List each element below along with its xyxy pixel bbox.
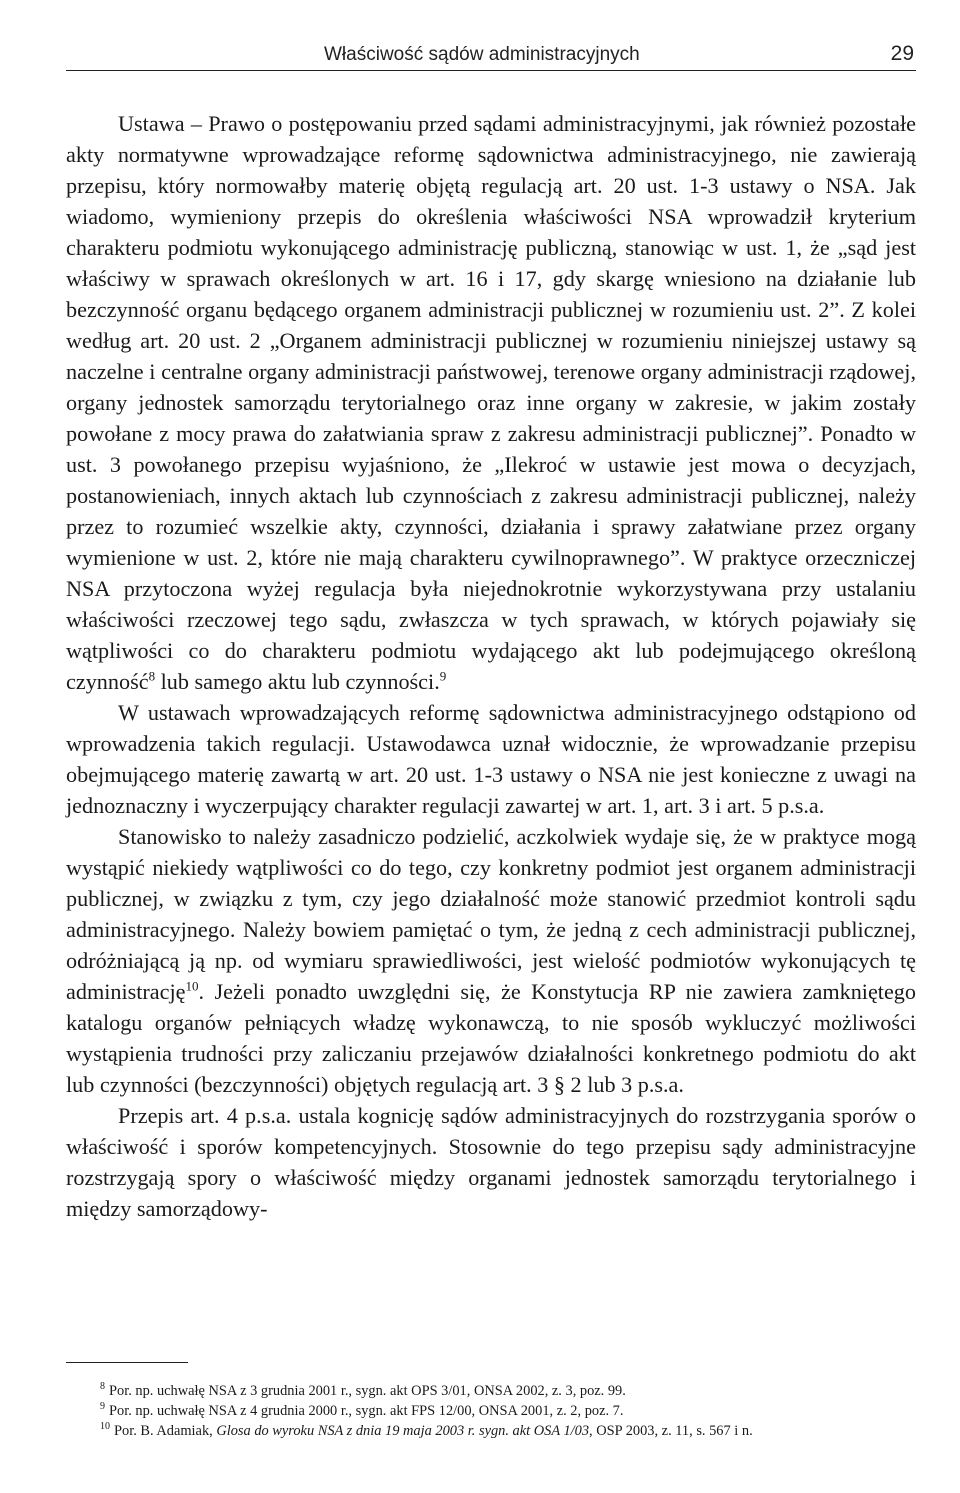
paragraph-1 xyxy=(66,108,916,697)
footnote-text: Por. np. uchwałę NSA z 3 grudnia 2001 r., sygn. akt OPS 3/01, ONSA 2002, z. 3, poz. 99. xyxy=(109,1383,626,1399)
paragraph-3-text-cont: . Jeżeli ponadto uwzględni się, że Konstytucja RP nie zawiera zamkniętego katalogu organów pełniących władzę wykonawczą, to nie sposób wykluczyć możliwości wystąpienia trudności przy zaliczaniu przejawów działalności konkretnego podmiotu do akt lub czynności (bezczynności) objętych regulacją art. 3 § 2 lub 3 p.s.a. xyxy=(66,979,916,1097)
paragraph-1-text: Ustawa – Prawo o postępowaniu przed sądami administracyjnymi, jak również pozostałe akty normatywne wprowadzające reformę sądownictwa administracyjnego, nie zawierają przepisu, który normowałby materię objętą regulacją art. 20 ust. 1-3 ustawy o NSA. Jak wiadomo, wymieniony przepis do określenia właściwości NSA wprowadził kryterium charakteru podmiotu wykonującego administrację publiczną, stanowiąc w ust. 1, że „sąd jest właściwy w sprawach określonych w art. 16 i 17, gdy skargę wniesiono na działanie lub bezczynność organu będącego organem administracji publicznej w rozumieniu ust. 2”. Z kolei według art. 20 ust. 2 „Organem administracji publicznej w rozumieniu niniejszej ustawy są naczelne i centralne organy administracji państwowej, terenowe organy administracji rządowej, organy jednostek samorządu terytorialnego oraz inne organy w zakresie, w jakim zostały powołane z mocy prawa do załatwiania spraw z zakresu administracji publicznej”. Ponadto w ust. 3 powołanego przepisu wyjaśniono, że „Ilekroć w ustawie jest mowa o decyzjach, postanowieniach, innych aktach lub czynnościach z zakresu administracji publicznej, należy przez to rozumieć wszelkie akty, czynności, działania i sprawy załatwiane przez organy wymienione w ust. 2, które nie mają charakteru cywilnoprawnego”. W praktyce orzeczniczej NSA przytoczona wyżej regulacja była niejednokrotnie wykorzystywana przy ustalaniu właściwości rzeczowej tego sądu, zwłaszcza w tych sprawach, w których pojawiały się wątpliwości co do charakteru podmiotu wydającego akt lub podejmującego określoną czynność xyxy=(66,111,916,694)
footnote-text: Por. B. Adamiak, xyxy=(114,1423,217,1439)
footnote-mark: 9 xyxy=(100,1401,105,1413)
page-number: 29 xyxy=(890,42,914,65)
paragraph-2: W ustawach wprowadzających reformę sądownictwa administracyjnego odstąpiono od wprowadzenia takich regulacji. Ustawodawca uznał widocznie, że wprowadzanie przepisu obejmującego materię zawartą w art. 20 ust. 1-3 ustawy o NSA nie jest konieczne z uwagi na jednoznaczny i wyczerpujący charakter regulacji zawartej w art. 1, art. 3 i art. 5 p.s.a. xyxy=(66,700,916,818)
paragraph-4: Przepis art. 4 p.s.a. ustala kognicję sądów administracyjnych do rozstrzygania sporów o właściwość i sporów kompetencyjnych. Stosownie do tego przepisu sądy administracyjne rozstrzygają spory o właściwość między organami jednostek samorządu terytorialnego i między samorządowy- xyxy=(66,1103,916,1221)
footnote-ref-8: 8 xyxy=(148,668,156,684)
main-text xyxy=(66,108,916,1224)
footnote-9 xyxy=(66,1401,916,1421)
paragraph-3-text: Stanowisko to należy zasadniczo podzielić, aczkolwiek wydaje się, że w praktyce mogą wystąpić niekiedy wątpliwości co do tego, czy konkretny podmiot jest organem administracji publicznej, w związku z tym, czy jego działalność może stanowić przedmiot kontroli sądu administracyjnego. Należy bowiem pamiętać o tym, że jedną z cech administracji publicznej, odróżniającą ją np. od wymiaru sprawiedliwości, jest wielość podmiotów wykonujących tę administrację xyxy=(66,824,916,1004)
footnote-ref-10: 10 xyxy=(185,978,199,994)
paragraph-1-text-cont: lub samego aktu lub czynności. xyxy=(155,669,440,694)
running-title: Właściwość sądów administracyjnych xyxy=(324,44,640,65)
footnote-ref-9: 9 xyxy=(439,668,447,684)
footnote-text-cont: , OSP 2003, z. 11, s. 567 i n. xyxy=(589,1423,753,1439)
footnote-separator xyxy=(66,1362,188,1363)
footnote-italic-title: Glosa do wyroku NSA z dnia 19 maja 2003 r. sygn. akt OSA 1/03 xyxy=(216,1423,590,1439)
footnote-mark: 8 xyxy=(100,1381,105,1393)
running-header xyxy=(66,40,916,71)
paragraph-3 xyxy=(66,821,916,1100)
footnotes xyxy=(66,1381,916,1441)
footnote-text: Por. np. uchwałę NSA z 4 grudnia 2000 r., sygn. akt FPS 12/00, ONSA 2001, z. 2, poz. 7. xyxy=(109,1403,624,1419)
footnote-10 xyxy=(66,1421,916,1441)
footnote-8 xyxy=(66,1381,916,1401)
footnote-mark: 10 xyxy=(100,1421,110,1433)
